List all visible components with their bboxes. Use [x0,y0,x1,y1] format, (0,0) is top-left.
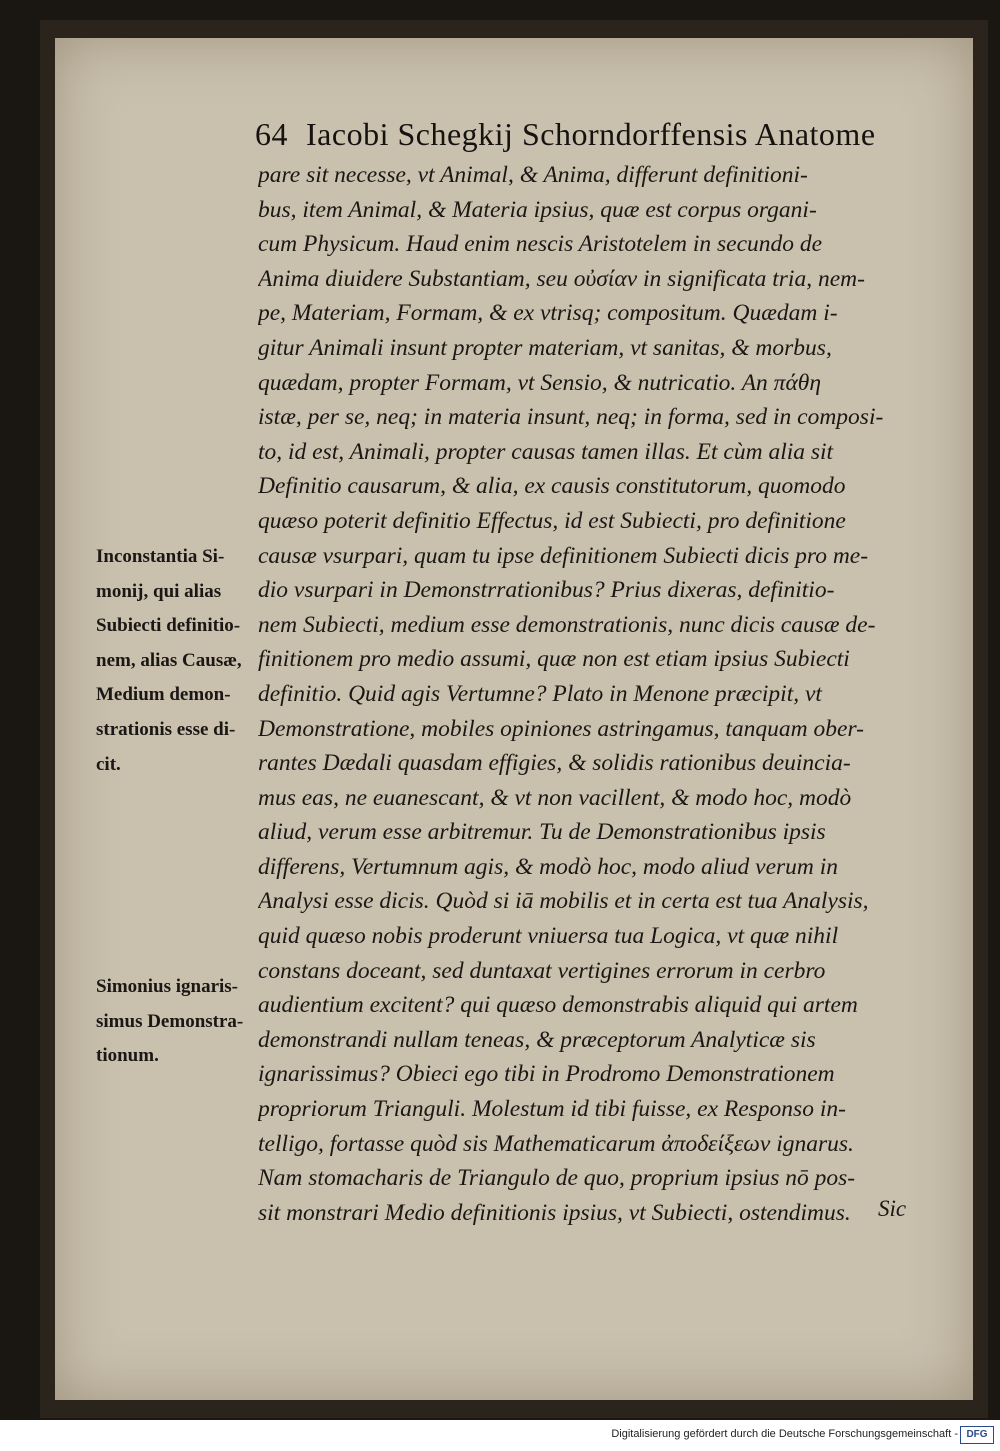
text-line: Analysi esse dicis. Quòd si iā mobilis et in certa est tua Analysis, [258,888,869,915]
margin-note-line: Inconstantia Si- [96,546,225,567]
text-line: rantes Dædali quasdam effigies, & solidis rationibus deuincia- [258,750,851,777]
margin-note-line: Subiecti definitio- [96,615,241,637]
text-line: nem Subiecti, medium esse demonstrationis, nunc dicis causæ de- [258,611,876,638]
text-line: Anima diuidere Substantiam, seu οὐσίαν in significata tria, nem- [258,265,865,292]
text-line: quid quæso nobis proderunt vniuersa tua Logica, vt quæ nihil [258,923,839,950]
text-line: pe, Materiam, Formam, & ex vtrisq; compositum. Quædam i- [258,300,838,327]
margin-note-line: Simonius ignaris- [96,976,239,997]
text-line: telligo, fortasse quòd sis Mathematicarum ἀποδείξεων ignarus. [258,1130,854,1157]
text-line: to, id est, Animali, propter causas tamen illas. Et cùm alia sit [258,438,834,465]
text-line: definitio. Quid agis Vertumne? Plato in Menone præcipit, vt [258,680,822,707]
text-line: sit monstrari Medio definitionis ipsius, vt Subiecti, ostendimus. [258,1199,851,1226]
margin-note-line: strationis esse di- [96,718,236,740]
text-line: quædam, propter Formam, vt Sensio, & nutricatio. An πάθη [258,369,821,396]
dfg-logo: DFG [960,1426,994,1444]
text-line: cum Physicum. Haud enim nescis Aristotelem in secundo de [258,231,823,258]
margin-note-inconstantia [96,540,266,782]
text-line: audientium excitent? qui quæso demonstrabis aliquid qui artem [258,992,858,1019]
text-line: demonstrandi nullam teneas, & præceptorum Analyticæ sis [258,1026,816,1053]
text-line: Definitio causarum, & alia, ex causis constitutorum, quomodo [258,473,846,500]
text-line: gitur Animali insunt propter materiam, vt sanitas, & morbus, [258,334,832,361]
text-line: istæ, per se, neq; in materia insunt, neq; in forma, sed in composi- [258,404,884,431]
margin-note-line: tionum. [96,1045,159,1067]
text-line: Demonstratione, mobiles opiniones astringamus, tanquam ober- [258,715,864,742]
text-line: propriorum Trianguli. Molestum id tibi fuisse, ex Responso in- [258,1096,846,1123]
text-line: constans doceant, sed duntaxat vertigines errorum in cerbro [258,957,826,984]
margin-note-line: Medium demon- [96,684,231,706]
digitization-footer [0,1420,1000,1451]
catchword: Sic [878,1196,907,1221]
page-number: 64 [255,116,288,152]
margin-note-line: nem, alias Causæ, [96,649,242,671]
text-line: causæ vsurpari, quam tu ipse definitionem Subiecti dicis pro me- [258,542,869,569]
text-line: pare sit necesse, vt Animal, & Anima, differunt definitioni- [258,162,808,188]
text-line: bus, item Animal, & Materia ipsius, quæ est corpus organi- [258,196,817,223]
margin-note-line: simus Demonstra- [96,1010,244,1032]
text-line: Nam stomacharis de Triangulo de quo, proprium ipsius nō pos- [258,1165,856,1192]
margin-note-line: monij, qui alias [96,580,222,602]
text-line: aliud, verum esse arbitremur. Tu de Demonstrationibus ipsis [258,819,826,846]
running-title: Iacobi Schegkij Schorndorffensis Anatome [306,116,876,152]
running-header [255,116,875,153]
margin-note-simonius [96,970,266,1074]
margin-note-line: cit. [96,753,121,775]
body-text [258,158,926,1230]
text-line: differens, Vertumnum agis, & modò hoc, modo aliud verum in [258,853,839,880]
text-line: quæso poterit definitio Effectus, id est Subiecti, pro definitione [258,507,846,534]
text-line: finitionem pro medio assumi, quæ non est etiam ipsius Subiecti [258,646,850,673]
funding-credit: Digitalisierung gefördert durch die Deutsche Forschungsgemeinschaft - [611,1428,958,1440]
text-line: mus eas, ne euanescant, & vt non vacillent, & modo hoc, modò [258,784,852,811]
text-line: ignarissimus? Obieci ego tibi in Prodromo Demonstrationem [258,1061,835,1088]
text-line: dio vsurpari in Demonstrrationibus? Prius dixeras, definitio- [258,577,835,604]
